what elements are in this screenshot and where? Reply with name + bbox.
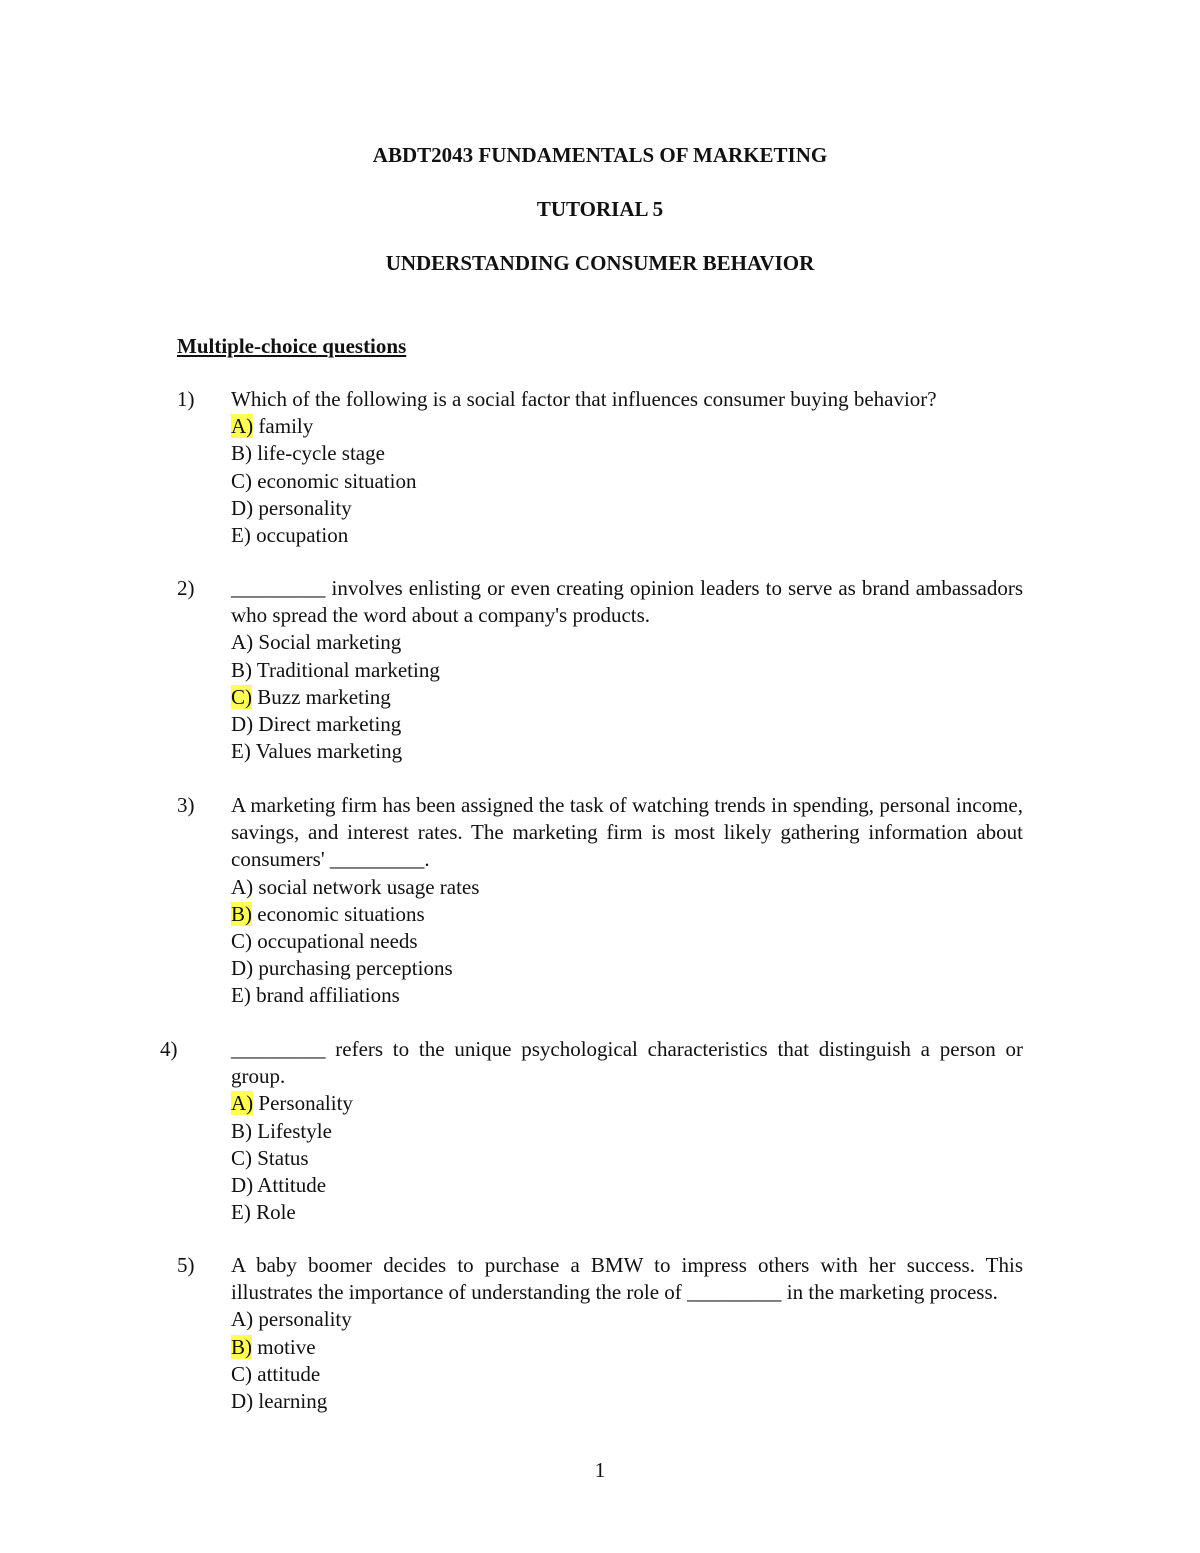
option-text: personality [253,495,352,520]
question-number: 3) [177,793,195,817]
option-text: Lifestyle [252,1118,332,1143]
option-d [231,1172,1023,1199]
option-text: learning [253,1389,328,1414]
option-text: Role [250,1200,296,1225]
option-text: motive [252,1334,316,1359]
tutorial-title: TUTORIAL 5 [536,197,664,221]
option-text: Status [252,1145,309,1170]
option-text: Attitude [253,1173,327,1198]
option-c [231,1361,1023,1388]
option-letter: C) [231,468,252,493]
question-text: A marketing firm has been assigned the task of watching trends in spending, personal income, savings, and interest rates. The marketing firm is most likely gathering information about consumers' _________. [231,793,1023,872]
question-number: 5) [177,1253,195,1277]
option-letter: C) [231,929,252,954]
option-letter: E) [231,1200,251,1225]
question-number: 2) [177,576,195,600]
option-text: Personality [253,1091,353,1116]
question-body [231,792,1023,1010]
course-title: ABDT2043 FUNDAMENTALS OF MARKETING [372,143,828,167]
option-d [231,955,1023,982]
option-letter: B) [231,1118,252,1143]
option-letter: A) [231,414,254,439]
option-text: occupation [250,523,349,548]
topic-title: UNDERSTANDING CONSUMER BEHAVIOR [385,251,815,275]
option-text: economic situations [252,901,425,926]
option-text: life-cycle stage [252,441,385,466]
option-d [231,1388,1023,1415]
page-number: 1 [594,1458,606,1482]
option-d [231,495,1023,522]
option-b [231,901,1023,928]
option-e [231,738,1023,765]
option-c [231,684,1023,711]
question-text: _________ refers to the unique psychological characteristics that distinguish a person or group. [231,1037,1023,1089]
option-text: attitude [252,1361,321,1386]
option-c [231,468,1023,495]
option-letter: E) [231,983,251,1008]
option-c [231,1145,1023,1172]
option-c [231,928,1023,955]
option-text: Traditional marketing [252,657,440,682]
option-letter: C) [231,1145,252,1170]
section-title: Multiple-choice questions [177,334,407,358]
option-text: social network usage rates [253,874,480,899]
option-letter: A) [231,630,254,655]
option-a [231,1090,1023,1117]
option-letter: E) [231,523,251,548]
option-text: Social marketing [253,630,402,655]
question-number: 1) [177,387,195,411]
option-b [231,657,1023,684]
question-body [231,1252,1023,1415]
option-e [231,982,1023,1009]
option-text: family [253,414,314,439]
option-text: personality [253,1307,352,1332]
question-text: Which of the following is a social factor that influences consumer buying behavior? [231,387,937,411]
question-body [231,1036,1023,1226]
option-letter: D) [231,1389,254,1414]
option-e [231,1199,1023,1226]
option-a [231,874,1023,901]
option-e [231,522,1023,549]
option-letter: C) [231,684,252,709]
option-letter: A) [231,874,254,899]
option-letter: D) [231,495,254,520]
option-letter: D) [231,1173,254,1198]
option-letter: A) [231,1091,254,1116]
option-b [231,1118,1023,1145]
option-text: Buzz marketing [252,684,391,709]
option-b [231,440,1023,467]
option-letter: B) [231,901,252,926]
option-text: economic situation [252,468,417,493]
option-text: Direct marketing [253,712,402,737]
option-letter: B) [231,441,252,466]
option-d [231,711,1023,738]
option-a [231,629,1023,656]
option-letter: A) [231,1307,254,1332]
question-body [231,575,1023,765]
option-text: occupational needs [252,929,418,954]
option-text: brand affiliations [250,983,400,1008]
option-letter: B) [231,657,252,682]
option-a [231,1306,1023,1333]
option-letter: D) [231,712,254,737]
option-b [231,1334,1023,1361]
question-number: 4) [160,1037,178,1061]
question-text: _________ involves enlisting or even creating opinion leaders to serve as brand ambassadors who spread the word about a company's products. [231,576,1023,628]
option-text: purchasing perceptions [253,956,453,981]
option-letter: D) [231,956,254,981]
question-text: A baby boomer decides to purchase a BMW to impress others with her success. This illustrates the importance of understanding the role of _________ in the marketing process. [231,1253,1023,1305]
option-letter: C) [231,1361,252,1386]
option-letter: B) [231,1334,252,1359]
option-letter: E) [231,739,251,764]
option-text: Values marketing [250,739,403,764]
question-body [231,386,1023,549]
option-a [231,413,1023,440]
